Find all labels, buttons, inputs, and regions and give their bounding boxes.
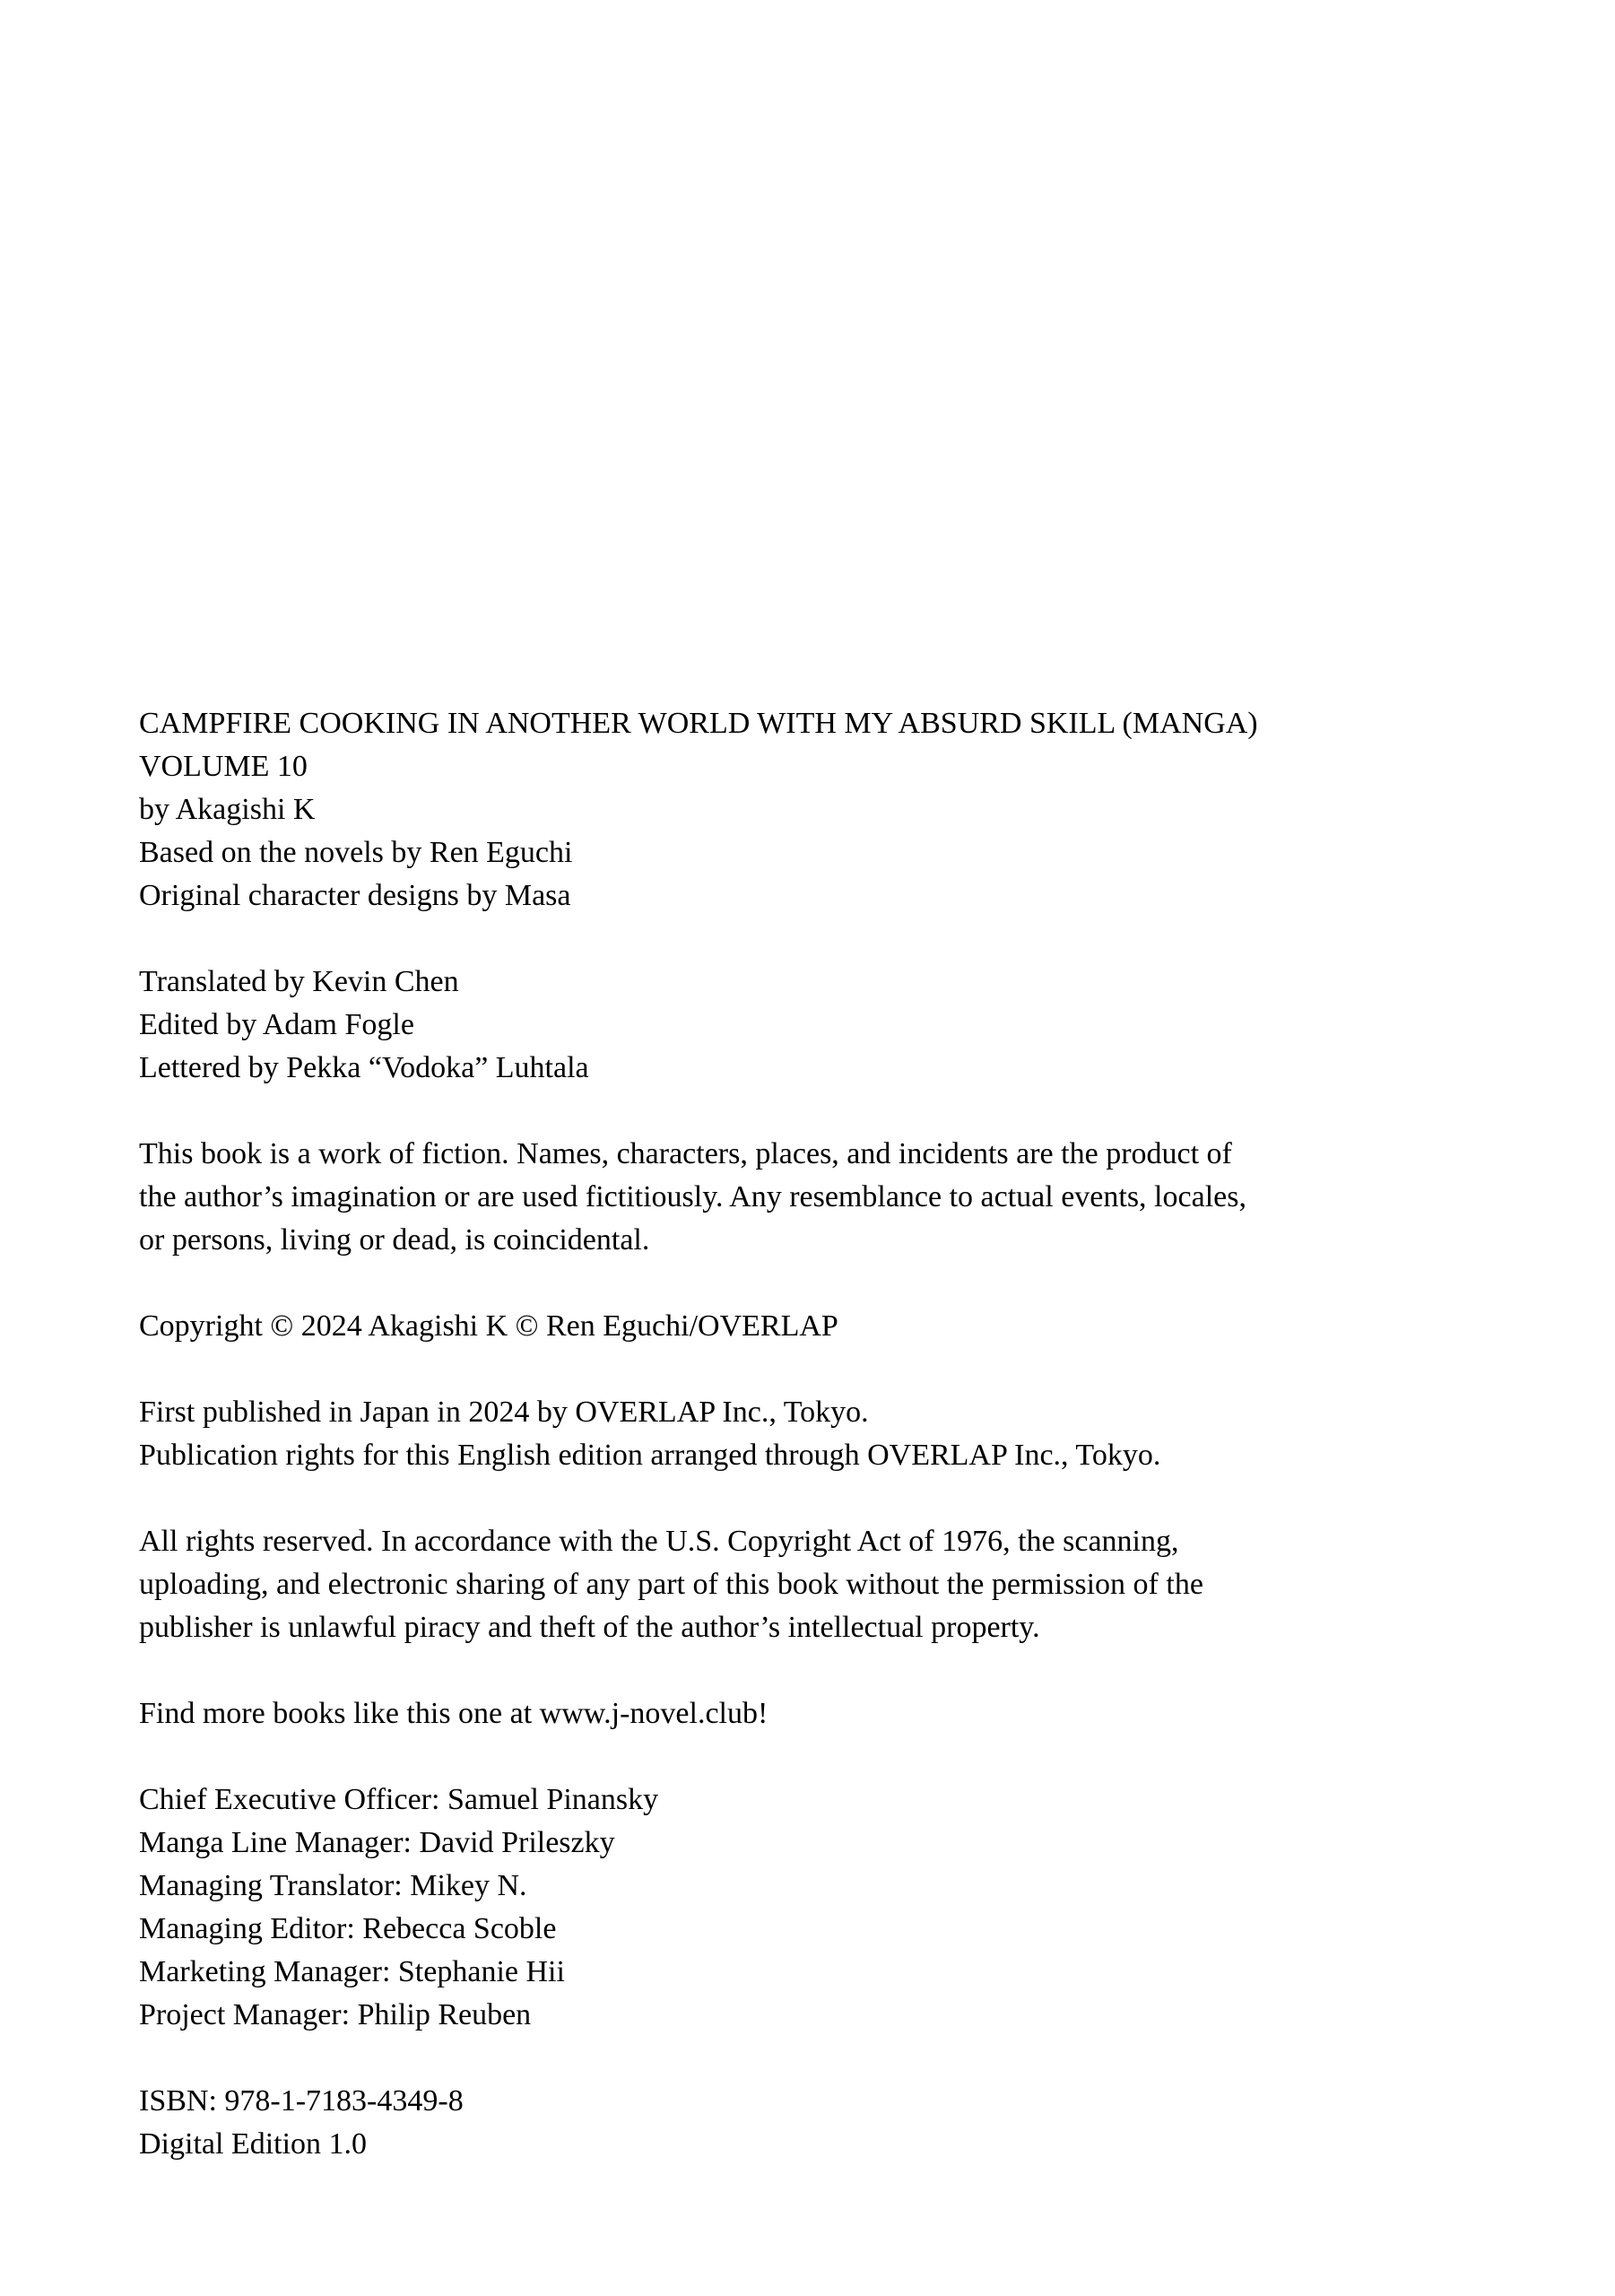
text-line: or persons, living or dead, is coincidental. [139,1223,650,1257]
text-line: Marketing Manager: Stephanie Hii [139,1955,565,1988]
text-line: Digital Edition 1.0 [139,2127,368,2161]
text-line: CAMPFIRE COOKING IN ANOTHER WORLD WITH MY ABSURD SKILL (MANGA) [139,707,1258,740]
find-more-line [139,1692,1462,1735]
staff-list [139,1779,1462,2037]
text-line: This book is a work of fiction. Names, characters, places, and incidents are the product of [139,1137,1232,1170]
text-line: Copyright © 2024 Akagishi K © Ren Eguchi/OVERLAP [139,1309,838,1343]
localization-credits [139,961,1462,1090]
text-line: Chief Executive Officer: Samuel Pinansky [139,1783,659,1816]
text-line: Project Manager: Philip Reuben [139,1998,532,2031]
text-line: Edited by Adam Fogle [139,1008,414,1041]
fiction-disclaimer [139,1133,1462,1262]
text-line: uploading, and electronic sharing of any part of this book without the permission of the [139,1568,1203,1601]
text-line: All rights reserved. In accordance with the U.S. Copyright Act of 1976, the scanning, [139,1525,1179,1558]
text-line: Lettered by Pekka “Vodoka” Luhtala [139,1051,589,1084]
text-line: First published in Japan in 2024 by OVERLAP Inc., Tokyo. [139,1396,869,1429]
text-line: by Akagishi K [139,793,316,826]
book-title-block [139,702,1462,918]
text-line: Managing Editor: Rebecca Scoble [139,1912,557,1945]
copyright-line [139,1305,1462,1348]
text-line: Original character designs by Masa [139,879,571,912]
text-line: Translated by Kevin Chen [139,965,459,998]
text-line: Based on the novels by Ren Eguchi [139,836,573,869]
text-line: Manga Line Manager: David Prileszky [139,1826,615,1859]
page-text [139,702,1462,2166]
text-line: Managing Translator: Mikey N. [139,1869,527,1902]
edition-info [139,2080,1462,2166]
text-line: VOLUME 10 [139,750,308,783]
rights-notice [139,1520,1462,1649]
publication-info [139,1391,1462,1477]
text-line: the author’s imagination or are used fictitiously. Any resemblance to actual events, locales, [139,1180,1246,1213]
text-line: ISBN: 978-1-7183-4349-8 [139,2084,464,2118]
text-line: Publication rights for this English edition arranged through OVERLAP Inc., Tokyo. [139,1439,1161,1472]
text-line: publisher is unlawful piracy and theft of the author’s intellectual property. [139,1611,1040,1644]
text-line: Find more books like this one at www.j-novel.club! [139,1697,768,1730]
